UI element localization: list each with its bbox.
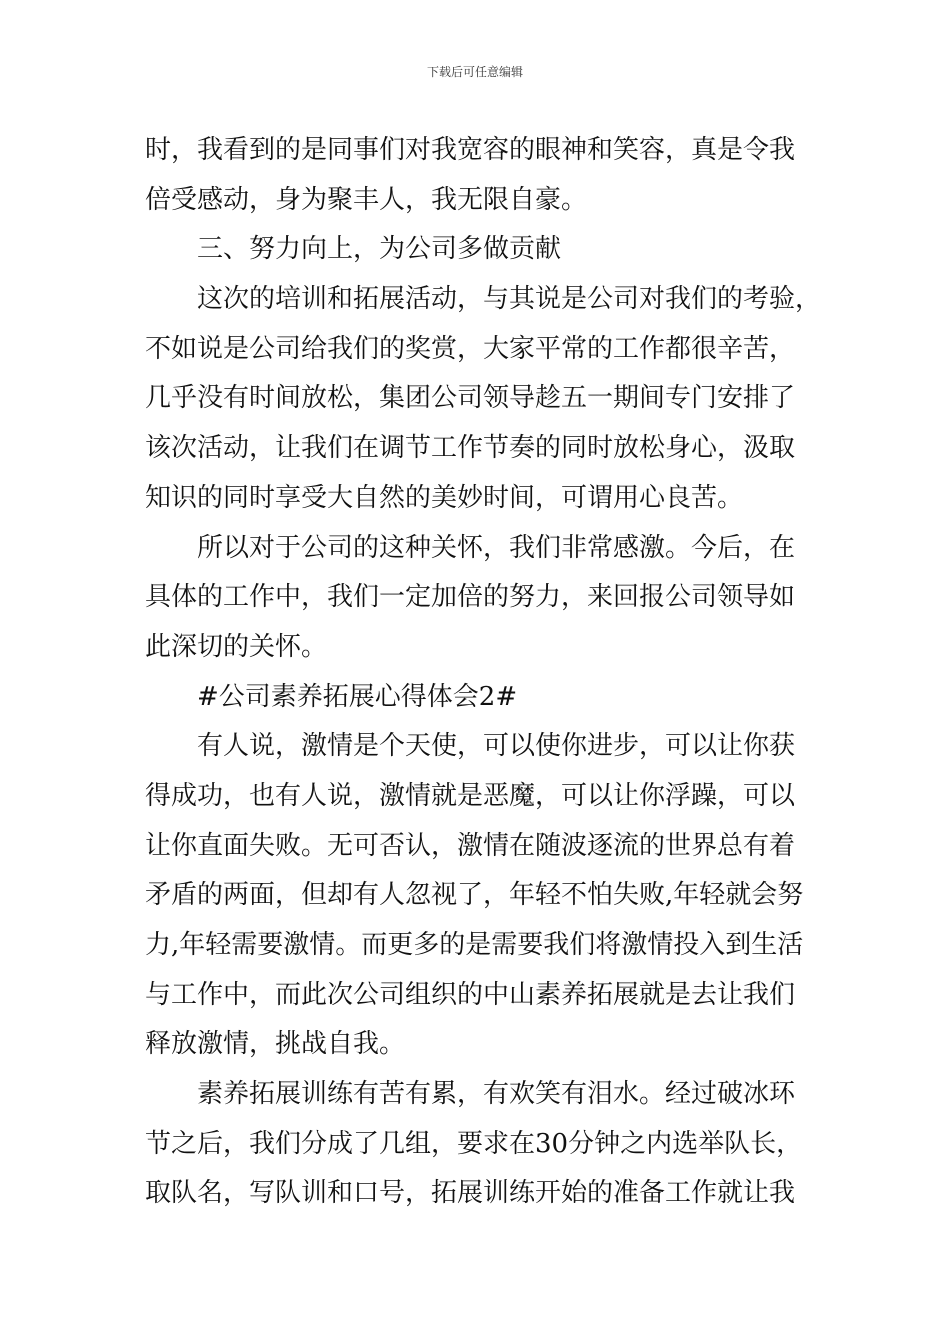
text-line: 该次活动，让我们在调节工作节奏的同时放松身心，汲取 [145,433,796,464]
text-line: 所以对于公司的这种关怀，我们非常感激。今后，在 [197,532,796,563]
text-line: 几乎没有时间放松，集团公司领导趁五一期间专门安排了 [145,383,796,414]
text-line: 知识的同时享受大自然的美妙时间，可谓用心良苦。 [145,482,744,513]
text-line: 力,年轻需要激情。而更多的是需要我们将激情投入到生活 [145,930,804,960]
text-line: 有人说，激情是个天使，可以使你进步，可以让你获 [197,731,796,762]
text-line: 让你直面失败。无可否认，激情在随波逐流的世界总有着 [145,830,796,861]
text-line: 释放激情，挑战自我。 [145,1029,406,1060]
text-line: 矛盾的两面，但却有人忽视了，年轻不怕失败,年轻就会努 [145,880,804,911]
document-body [145,126,822,1219]
text-line: 节之后，我们分成了几组，要求在30分钟之内选举队长， [145,1128,803,1159]
text-line: 得成功，也有人说，激情就是恶魔，可以让你浮躁，可以 [145,780,796,811]
text-line: 不如说是公司给我们的奖赏，大家平常的工作都很辛苦， [145,333,796,364]
page-header: 下载后可任意编辑 [426,65,523,79]
text-line: 取队名，写队训和口号，拓展训练开始的准备工作就让我 [145,1178,796,1209]
text-line: 时，我看到的是同事们对我宽容的眼神和笑容，真是令我 [145,135,796,165]
article-title: #公司素养拓展心得体会2# [197,681,518,712]
section-heading: 三、努力向上，为公司多做贡献 [197,234,562,265]
text-line: 倍受感动，身为聚丰人，我无限自豪。 [145,184,588,215]
text-line: 与工作中，而此次公司组织的中山素养拓展就是去让我们 [145,979,796,1010]
text-line: 具体的工作中，我们一定加倍的努力，来回报公司领导如 [145,582,796,613]
text-line: 素养拓展训练有苦有累，有欢笑有泪水。经过破冰环 [197,1079,796,1110]
text-line: 这次的培训和拓展活动，与其说是公司对我们的考验， [197,284,822,315]
text-line: 此深切的关怀。 [145,631,328,662]
